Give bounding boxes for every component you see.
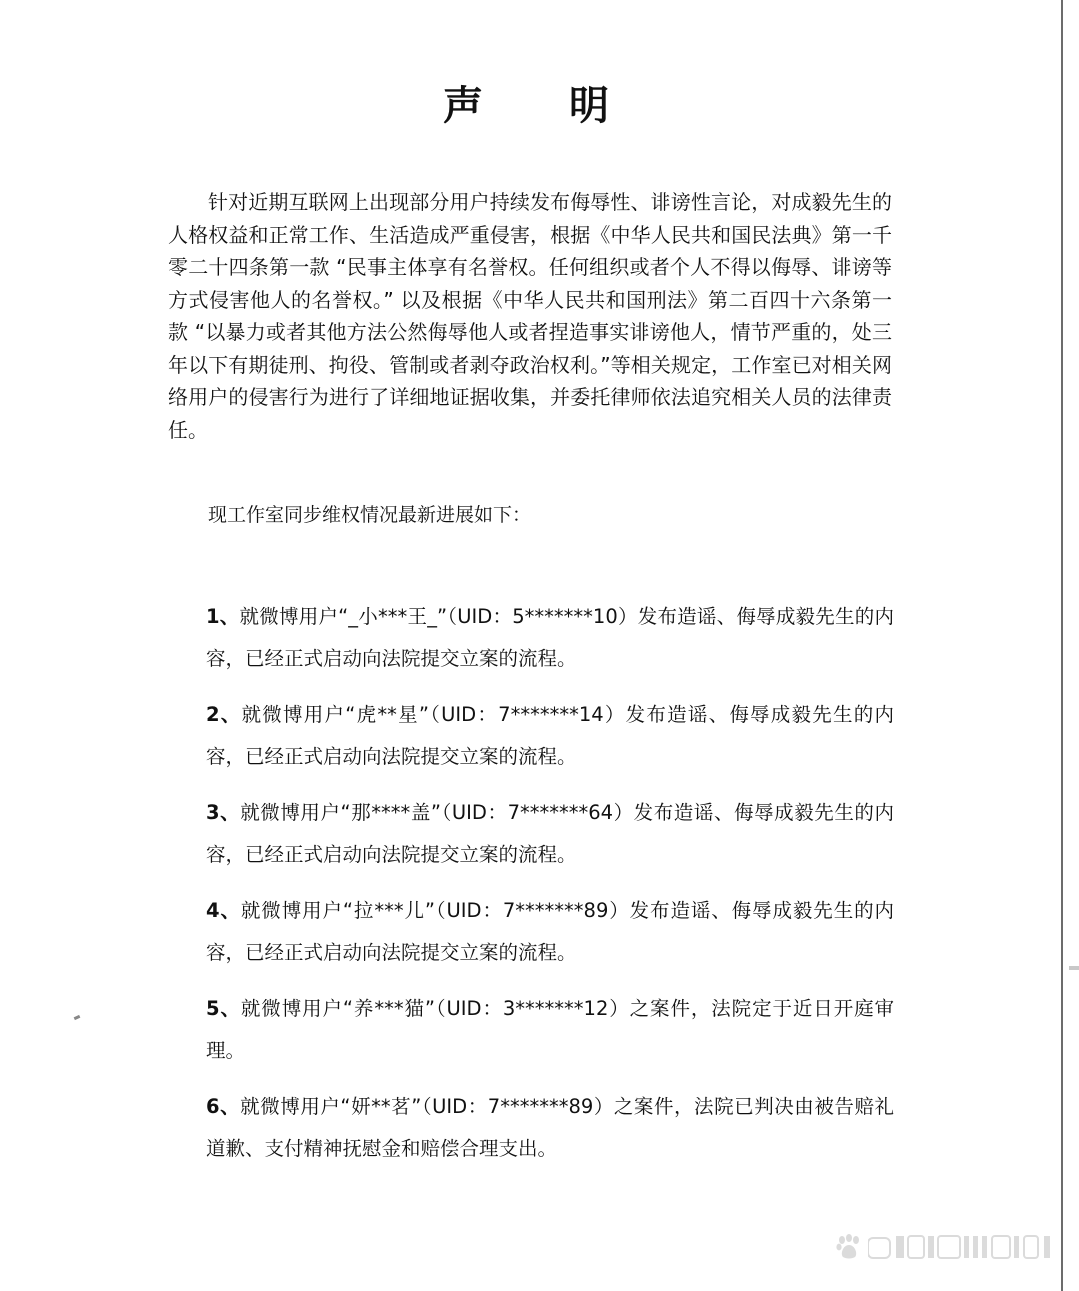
case-number: 1、	[206, 605, 240, 628]
case-text: 就微博用户“虎**星”（UID：7*******14）发布造谣、侮辱成毅先生的内容，已经正式启动向法院提交立案的流程。	[206, 703, 894, 768]
case-number: 5、	[206, 997, 241, 1020]
baidu-paw-icon	[834, 1234, 864, 1260]
intro-paragraph: 针对近期互联网上出现部分用户持续发布侮辱性、诽谤性言论，对成毅先生的人格权益和正常工作、生活造成严重侵害，根据《中华人民共和国民法典》第一千零二十四条第一款 “民事主体享有名誉权。任何组织或者个人不得以侮辱、诽谤等方式侵害他人的名誉权。” 以及根据《中华人民共和国刑法》第二百四十六条第一款 “以暴力或者其他方法公然侮辱他人或者捏造事实诽谤他人，情节严重的，处三年以下有期徒刑、拘役、管制或者剥夺政治权利。”等相关规定，工作室已对相关网络用户的侵害行为进行了详细地证据收集，并委托律师依法追究相关人员的法律责任。	[168, 190, 892, 442]
scan-speck	[1069, 966, 1079, 970]
watermark	[834, 1232, 1064, 1262]
case-text: 就微博用户“_小***王_”（UID：5*******10）发布造谣、侮辱成毅先生的内容，已经正式启动向法院提交立案的流程。	[206, 605, 894, 670]
scan-mark	[74, 1015, 81, 1020]
case-item-2	[206, 694, 894, 778]
case-text: 就微博用户“妍**茗”（UID：7*******89）之案件，法院已判决由被告赔礼道歉、支付精神抚慰金和赔偿合理支出。	[206, 1095, 894, 1160]
watermark-bars	[868, 1234, 1064, 1260]
case-number: 2、	[206, 703, 242, 726]
case-number: 3、	[206, 801, 241, 824]
case-number: 6、	[206, 1095, 241, 1118]
case-text: 就微博用户“养***猫”（UID：3*******12）之案件，法院定于近日开庭审理。	[206, 997, 895, 1062]
case-number: 4、	[206, 899, 241, 922]
case-item-6	[206, 1086, 894, 1170]
case-text: 就微博用户“那****盖”（UID：7*******64）发布造谣、侮辱成毅先生的内容，已经正式启动向法院提交立案的流程。	[206, 801, 894, 866]
case-list	[206, 596, 894, 1184]
case-item-1	[206, 596, 894, 680]
page-edge-line	[1061, 0, 1063, 1291]
document-title: 声 明	[443, 82, 645, 129]
case-text: 就微博用户“拉***儿”（UID：7*******89）发布造谣、侮辱成毅先生的内容，已经正式启动向法院提交立案的流程。	[206, 899, 895, 964]
case-item-4	[206, 890, 894, 974]
case-item-5	[206, 988, 894, 1072]
case-item-3	[206, 792, 894, 876]
progress-heading: 现工作室同步维权情况最新进展如下：	[208, 504, 532, 526]
